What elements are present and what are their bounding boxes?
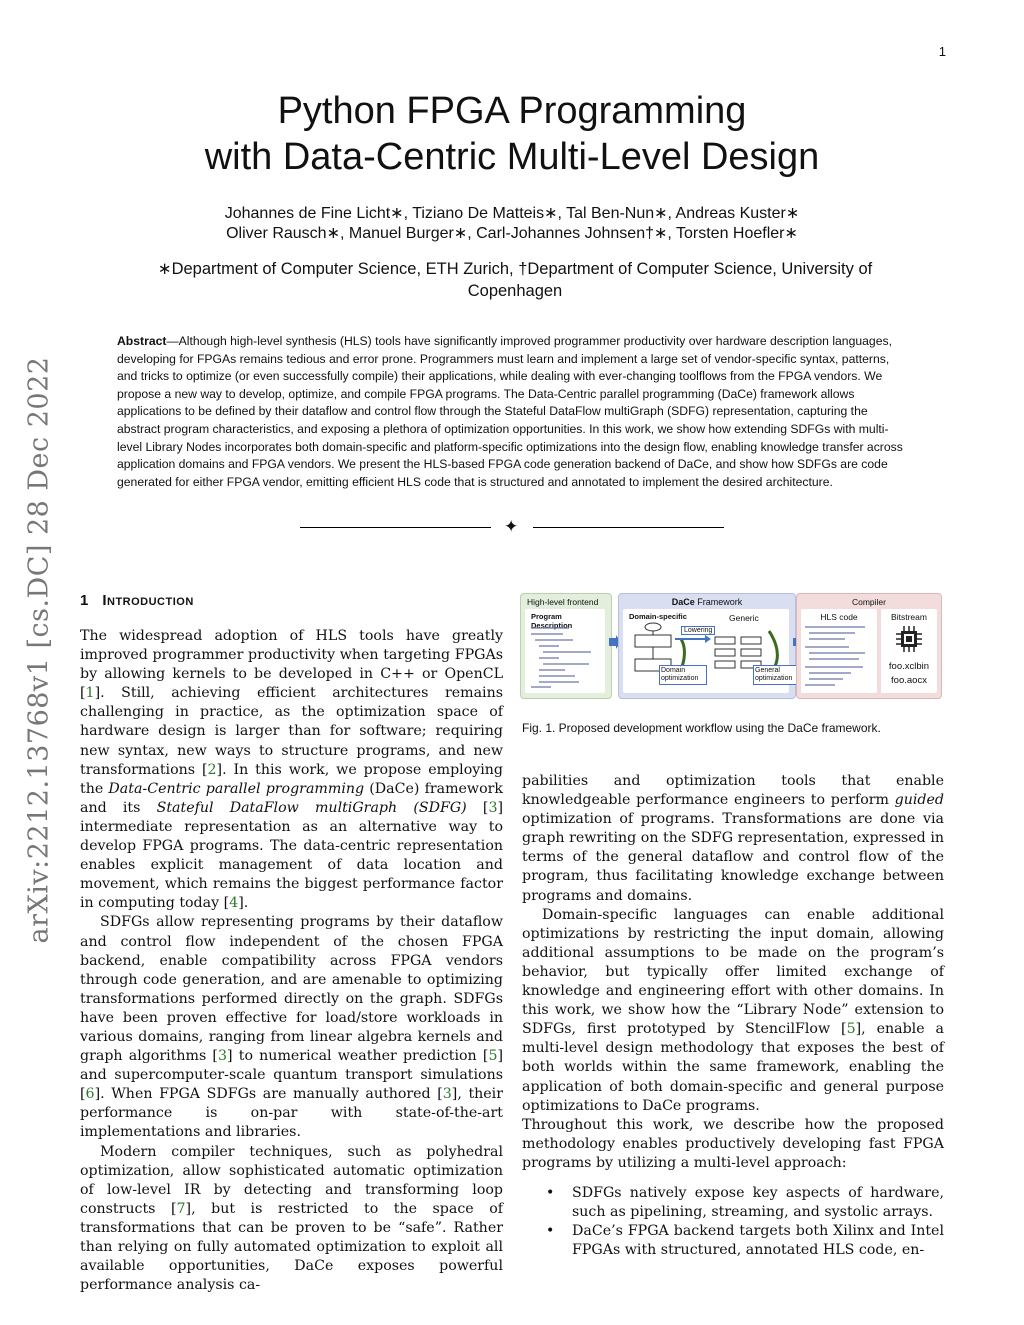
bitstream-label: Bitstream [891, 612, 927, 622]
arxiv-stamp: arXiv:2212.13768v1 [cs.DC] 28 Dec 2022 [23, 356, 55, 944]
frontend-label: High-level frontend [527, 597, 599, 607]
citation-link[interactable]: 5 [846, 1021, 856, 1038]
section-title: Introduction [102, 592, 194, 609]
figure-workflow [520, 593, 940, 697]
bitstream-panel [881, 609, 937, 693]
citation-link[interactable]: 5 [488, 1048, 498, 1065]
paragraph: pabilities and optimization tools that enable knowledgeable performance engineers to perform guided optimization of programs. Transformations are done via graph rewriting on the SDFG representation, expressed in terms of the general dataflow and control flow of the program, thus facilitating knowledge exchange between programs and domains. [522, 773, 944, 904]
hls-label: HLS code [820, 612, 858, 622]
lowering-label: Lowering [681, 626, 715, 635]
paper-title [0, 88, 1024, 180]
section-number: 1 [80, 592, 89, 609]
citation-link[interactable]: 6 [85, 1086, 95, 1103]
authors-line-2: Oliver Rausch∗, Manuel Burger∗, Carl-Johannes Johnsen†∗, Torsten Hoefler∗ [226, 225, 798, 242]
list-item: • DaCe’s FPGA backend targets both Xilinx and Intel FPGAs with structured, annotated HLS code, en- [522, 1222, 944, 1260]
program-label: Program Description [531, 612, 573, 630]
title-line-1: Python FPGA Programming [277, 90, 747, 132]
compiler-label: Compiler [851, 597, 886, 607]
divider-star-icon: ✦ [504, 517, 519, 536]
paragraph: Domain-specific languages can enable additional optimizations by restricting the input domain, allowing additional assumptions to be made on the program’s behavior, but typically offer limited exchange of knowledge and engineering effort with other domains. In this work, we show how the “Library Node” extension to SDFGs, first prototyped by StencilFlow [5], enable a multi-level design methodology that exposes the best of both worlds within the same framework, enabling the application of both domain-specific and general purpose optimizations to DaCe programs. [522, 906, 945, 1114]
affiliations: ∗Department of Computer Science, ETH Zurich, †Department of Computer Science, University of Copenhagen [157, 260, 873, 300]
citation-link[interactable]: 3 [488, 799, 498, 816]
citation-link[interactable]: 2 [207, 761, 217, 778]
paragraph: SDFGs allow representing programs by their dataflow and control flow independent of the chosen FPGA backend, enable compatibility across FPGA vendors through code generation, and are amenable to optimizing transformations performed directly on the graph. SDFGs have been proven effective for load/store workloads in various domains, ranging from linear algebra kernels and graph algorithms [3] to numerical weather prediction [5] and supercomputer-scale quantum transport simulations [6]. When FPGA SDFGs are manually authored [3], their performance is on-par with state-of-the-art implementations and libraries. [80, 914, 504, 1141]
authors-line-1: Johannes de Fine Licht∗, Tiziano De Matteis∗, Tal Ben-Nun∗, Andreas Kuster∗ [224, 205, 800, 222]
paragraph: Throughout this work, we describe how the proposed methodology enables productively developing fast FPGA programs by utilizing a multi-level approach: [522, 1116, 944, 1171]
paragraph: The widespread adoption of HLS tools have greatly improved programmer productivity when targeting FPGAs by allowing kernels to be developed in C++ or OpenCL [1]. Still, achieving efficient architectures remains challenging in practice, as the optimization space of hardware design is larger than for software; requiring new syntax, new ways to structure programs, and new transformations [2]. In this work, we propose employing the Data-Centric parallel programming (DaCe) framework and its Stateful DataFlow multiGraph (SDFG) [3] intermediate representation as an alternative way to develop FPGA programs. The data-centric representation enables explicit management of data location and movement, which remains the biggest performance factor in computing today [4]. [80, 628, 504, 912]
right-column [522, 772, 944, 1260]
citation-link[interactable]: 3 [217, 1048, 228, 1065]
page-number: 1 [938, 44, 946, 59]
code-panel [525, 609, 605, 693]
hls-code-lines [805, 625, 873, 689]
section-divider [300, 519, 724, 537]
code-lines [529, 625, 601, 689]
framework-inner [623, 609, 793, 693]
domain-optimization-label: Domain optimization [659, 665, 707, 685]
left-column [80, 627, 503, 1295]
title-line-2: with Data-Centric Multi-Level Design [204, 136, 820, 178]
hls-panel [801, 609, 877, 693]
generic-label: Generic [729, 613, 759, 623]
general-optimization-label: General optimization [753, 665, 797, 685]
section-heading [80, 592, 194, 609]
abstract-label: Abstract [117, 334, 167, 348]
citation-link[interactable]: 3 [442, 1086, 452, 1103]
author-list [0, 204, 1024, 244]
chip-icon [895, 625, 923, 653]
abstract-text: —Although high-level synthesis (HLS) tools have significantly improved programmer productivity over hardware description languages, developing for FPGAs remains tedious and error prone. Programmers must learn and implement a large set of vendor-specific syntax, patterns, and tricks to optimize (or even successfully compile) their applications, while dealing with ever-changing toolflows from the FPGA vendors. We propose a new way to develop, optimize, and compile FPGA programs. The Data-Centric parallel programming (DaCe) framework allows applications to be defined by their dataflow and control flow through the Stateful DataFlow multiGraph (SDFG) representation, capturing the abstract program characteristics, and exposing a plethora of optimization opportunities. In this work, we show how extending SDFGs with multi-level Library Nodes incorporates both domain-specific and platform-specific optimizations into the design flow, enabling knowledge transfer across application domains and FPGA vendors. We present the HLS-based FPGA code generation backend of DaCe, and show how SDFGs are code generated for either FPGA vendor, emitting efficient HLS code that is structured and annotated to implement the desired architecture. [117, 334, 903, 489]
figure-caption: Fig. 1. Proposed development workflow using the DaCe framework. [522, 721, 881, 735]
framework-label: DaCe Framework [671, 597, 743, 607]
bullet-list [522, 1184, 944, 1260]
list-item: • SDFGs natively expose key aspects of hardware, such as pipelining, streaming, and systolic arrays. [522, 1184, 944, 1222]
paragraph: Modern compiler techniques, such as polyhedral optimization, allow sophisticated automatic optimization of low-level IR by detecting and transforming loop constructs [7], but is restricted to the space of transformations that can be proven to be “safe”. Rather than relying on fully automated optimization to exploit all available opportunities, DaCe exposes powerful performance analysis ca- [80, 1143, 503, 1294]
framework-panel [618, 593, 796, 699]
citation-link[interactable]: 4 [229, 895, 239, 912]
aocx-label: foo.aocx [891, 675, 927, 686]
citation-link[interactable]: 7 [176, 1200, 186, 1217]
xclbin-label: foo.xclbin [888, 661, 930, 672]
citation-link[interactable]: 1 [85, 685, 95, 702]
abstract [117, 333, 907, 491]
compiler-panel [796, 593, 942, 699]
frontend-panel [520, 593, 612, 699]
domain-specific-label: Domain-specific [629, 612, 687, 621]
